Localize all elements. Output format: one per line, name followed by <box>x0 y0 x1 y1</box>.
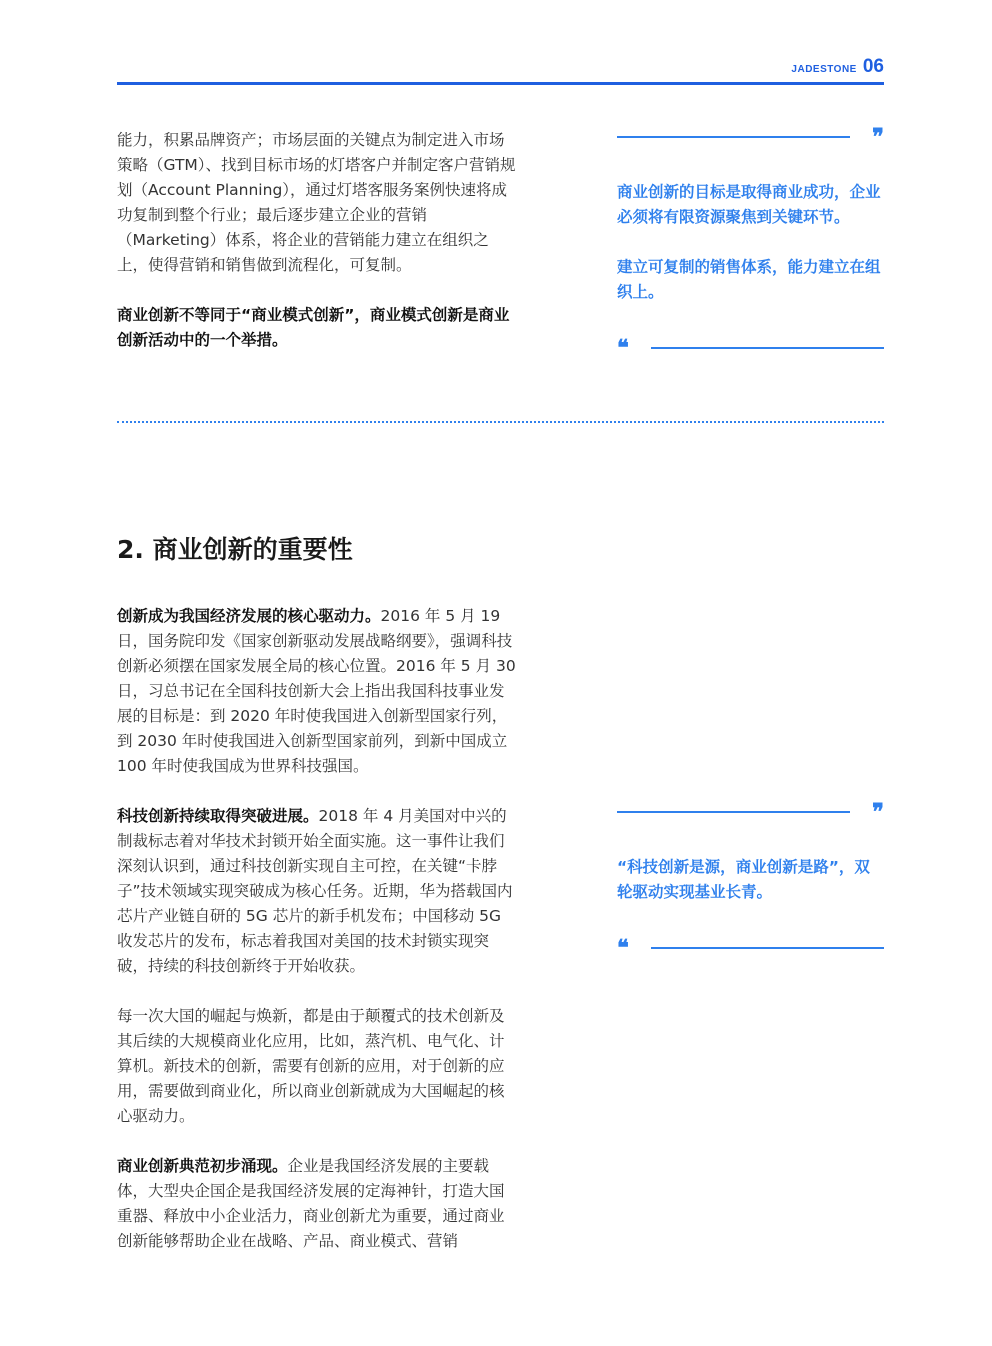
quote-line: 建立可复制的销售体系，能力建立在组织上。 <box>617 258 881 301</box>
paragraph: 每一次大国的崛起与焕新，都是由于颠覆式的技术创新及其后续的大规模商业化应用，比如，蒸汽机、电气化、计算机。新技术的创新，需要有创新的应用，对于创新的应用，需要做到商业化，所以商业创新就成为大国崛起的核心驱动力。 <box>117 1007 505 1125</box>
header-brand <box>791 56 884 78</box>
pull-quote-2 <box>617 799 884 961</box>
quote-top-rule <box>617 799 884 825</box>
quote-top-rule <box>617 124 884 150</box>
close-quote-icon: ❞ <box>872 124 884 150</box>
quote-bottom-rule <box>617 935 884 961</box>
close-quote-icon: ❞ <box>872 799 884 825</box>
paragraph: 商业创新典范初步涌现。企业是我国经济发展的主要载体，大型央企国企是我国经济发展的定海神针，打造大国重器、释放中小企业活力，商业创新尤为重要，通过商业创新能够帮助企业在战略、产品、商业模式、营销 <box>117 1157 505 1250</box>
paragraph: 科技创新持续取得突破进展。2018 年 4 月美国对中兴的制裁标志着对华技术封锁开始全面实施。这一事件让我们深刻认识到，通过科技创新实现自主可控，在关键“卡脖子”技术领域实现突破成为核心任务。近期，华为搭载国内芯片产业链自研的 5G 芯片的新手机发布；中国移动 5G 收发芯片的发布，标志着我国对美国的技术封锁实现突破，持续的科技创新终于开始收获。 <box>117 807 513 975</box>
body-text-block <box>117 604 519 1254</box>
top-text-block <box>117 128 519 353</box>
quote-bottom-rule <box>617 335 884 361</box>
pull-quote-1 <box>617 124 884 361</box>
open-quote-icon: ❝ <box>617 335 629 361</box>
paragraph: 能力，积累品牌资产；市场层面的关键点为制定进入市场策略（GTM）、找到目标市场的灯塔客户并制定客户营销规划（Account Planning），通过灯塔客服务案例快速将成功复制到整个行业；最后逐步建立企业的营销（Marketing）体系，将企业的营销能力建立在组织之上，使得营销和销售做到流程化，可复制。 <box>117 131 516 274</box>
lead-in: 商业创新典范初步涌现。 <box>117 1157 288 1175</box>
quote-text <box>617 180 884 305</box>
brand-logo-text: JADESTONE <box>791 64 857 75</box>
paragraph: 创新成为我国经济发展的核心驱动力。2016 年 5 月 19 日，国务院印发《国家创新驱动发展战略纲要》，强调科技创新必须摆在国家发展全局的核心位置。2016 年 5 月 30 日，习总书记在全国科技创新大会上指出我国科技事业发展的目标是：到 2020 年时使我国进入创新型国家行列，到 2030 年时使我国进入创新型国家前列，到新中国成立 100 年时使我国成为世界科技强国。 <box>117 607 516 775</box>
section-dotted-divider <box>117 421 884 423</box>
quote-line: 商业创新的目标是取得商业成功，企业必须将有限资源聚焦到关键环节。 <box>617 183 881 226</box>
quote-text <box>617 855 884 905</box>
lead-in: 创新成为我国经济发展的核心驱动力。 <box>117 607 381 625</box>
quote-line: “科技创新是源，商业创新是路”，双轮驱动实现基业长青。 <box>617 858 870 901</box>
bold-paragraph: 商业创新不等同于“商业模式创新”，商业模式创新是商业创新活动中的一个举措。 <box>117 306 510 349</box>
header-divider <box>117 82 884 85</box>
lead-in: 科技创新持续取得突破进展。 <box>117 807 319 825</box>
page-number: 06 <box>862 56 884 77</box>
open-quote-icon: ❝ <box>617 935 629 961</box>
section-title: 2. 商业创新的重要性 <box>117 535 353 564</box>
